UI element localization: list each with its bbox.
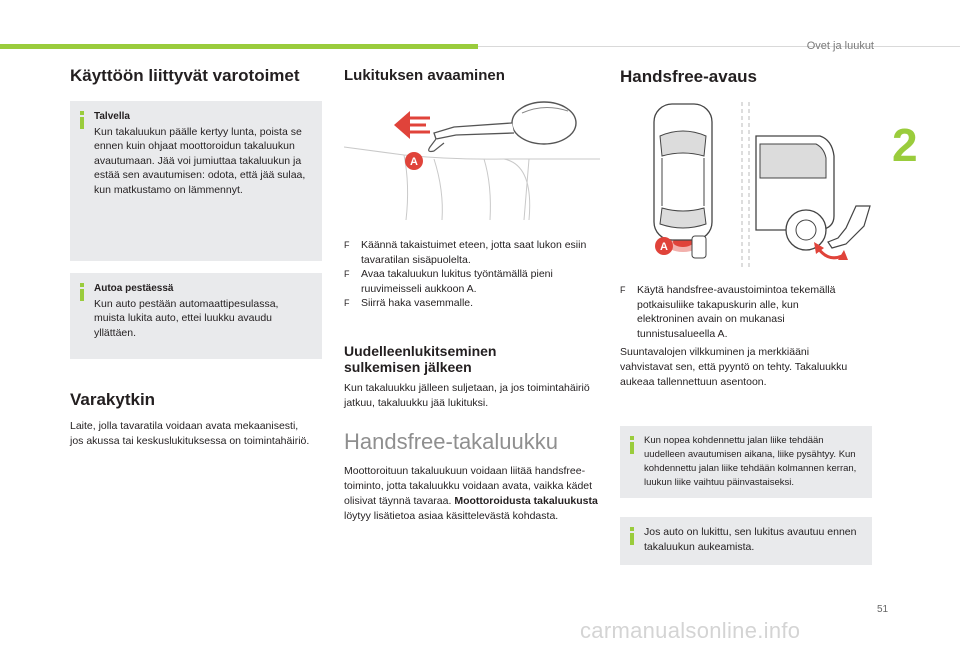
handsfree-steps	[620, 283, 850, 341]
col2-body3-tail: löytyy lisätietoa asiaa käsittelevästä kohdasta.	[344, 510, 559, 522]
handsfree-illustration	[620, 96, 876, 276]
list-item	[344, 238, 596, 267]
col3-body: Suuntavalojen vilkkuminen ja merkkiääni vahvistavat sen, että pyyntö on tehty. Takaluukku aukeaa tallennettuun asentoon.	[620, 346, 848, 388]
info-icon	[78, 283, 88, 301]
col2-body3	[344, 464, 598, 524]
step-text: Käännä takaistuimet eteen, jotta saat lukon esiin tavaratilan sisäpuolelta.	[361, 239, 587, 266]
col2-title3: Handsfree-takaluukku	[344, 429, 559, 454]
note-carwash-text: Kun auto pestään automaattipesulassa, muista lukita auto, ettei luukku avaudu yllättäen.	[94, 297, 279, 339]
note-kick-repeat	[620, 426, 872, 498]
note-carwash	[70, 273, 322, 359]
lock-release-illustration	[344, 95, 600, 225]
step-text: Siirrä haka vasemmalle.	[361, 297, 474, 309]
figure-label-a: A	[660, 241, 668, 253]
note-carwash-heading: Autoa pestäessä	[94, 283, 174, 294]
info-icon	[78, 111, 88, 129]
col1-title2: Varakytkin	[70, 390, 156, 409]
list-item	[620, 283, 850, 341]
bullet-marker: F	[620, 285, 626, 295]
bullet-marker: F	[344, 298, 350, 308]
bullet-marker: F	[344, 240, 350, 250]
header-accent-bar	[0, 44, 478, 49]
figure-label-a: A	[410, 156, 418, 168]
note-winter	[70, 101, 322, 261]
info-icon	[628, 436, 638, 454]
list-item	[344, 296, 596, 311]
section-title: Ovet ja luukut	[806, 40, 874, 52]
col1-body2: Laite, jolla tavaratila voidaan avata mekaanisesti, jos akussa tai keskuslukituksessa on toimintahäiriö.	[70, 420, 310, 447]
note-winter-heading: Talvella	[94, 111, 130, 122]
col2-body2: Kun takaluukku jälleen suljetaan, ja jos toimintahäiriö jatkuu, takaluukku jää lukituksi.	[344, 382, 590, 409]
col2-body3-text: Moottoroituun takaluukuun voidaan liitää handsfree-toiminto, jotta takaluukku voidaan avata, vaikka kädet olisivat täynnä tavaraa.	[344, 465, 593, 507]
col1-title: Käyttöön liittyvät varotoimet	[70, 66, 300, 85]
list-item	[344, 267, 596, 296]
col2-title: Lukituksen avaaminen	[344, 67, 505, 84]
header-rule	[478, 46, 960, 47]
step-text: Käytä handsfree-avaustoimintoa tekemällä potkaisuliike takapuskurin alle, kun elektroninen avain on mukanasi tunnistusalueella A.	[637, 284, 836, 340]
col2-title2: Uudelleenlukitseminen sulkemisen jälkeen	[344, 343, 497, 375]
chapter-number: 2	[892, 119, 918, 171]
bullet-marker: F	[344, 269, 350, 279]
step-text: Avaa takaluukun lukitus työntämällä pieni ruuvimeisseli aukkoon A.	[361, 268, 553, 295]
col3-title: Handsfree-avaus	[620, 67, 758, 86]
info-icon	[628, 527, 638, 545]
note-locked	[620, 517, 872, 565]
note-locked-text: Jos auto on lukittu, sen lukitus avautuu ennen takaluukun aukeamista.	[644, 526, 857, 553]
note-kick-repeat-text: Kun nopea kohdennettu jalan liike tehdään uudelleen avautumisen aikana, liike pysähtyy. Kun kohdennettu jalan liike tehdään kolmannen kerran, luukun liike vaihtuu päinvastaiseksi.	[644, 435, 857, 488]
watermark: carmanualsonline.info	[580, 618, 801, 643]
page-number: 51	[877, 604, 889, 615]
unlock-steps	[344, 238, 596, 311]
col2-body3-bold: Moottoroidusta takaluukusta	[454, 495, 598, 507]
note-winter-text: Kun takaluukun päälle kertyy lunta, poista se ennen kuin ohjaat moottoroidun takaluukun avautumaan. Jää voi jumiuttaa takaluukun ja estää sen avautumisen: odota, että jää sulaa, kun matkustamo on lämmennyt.	[94, 125, 306, 196]
